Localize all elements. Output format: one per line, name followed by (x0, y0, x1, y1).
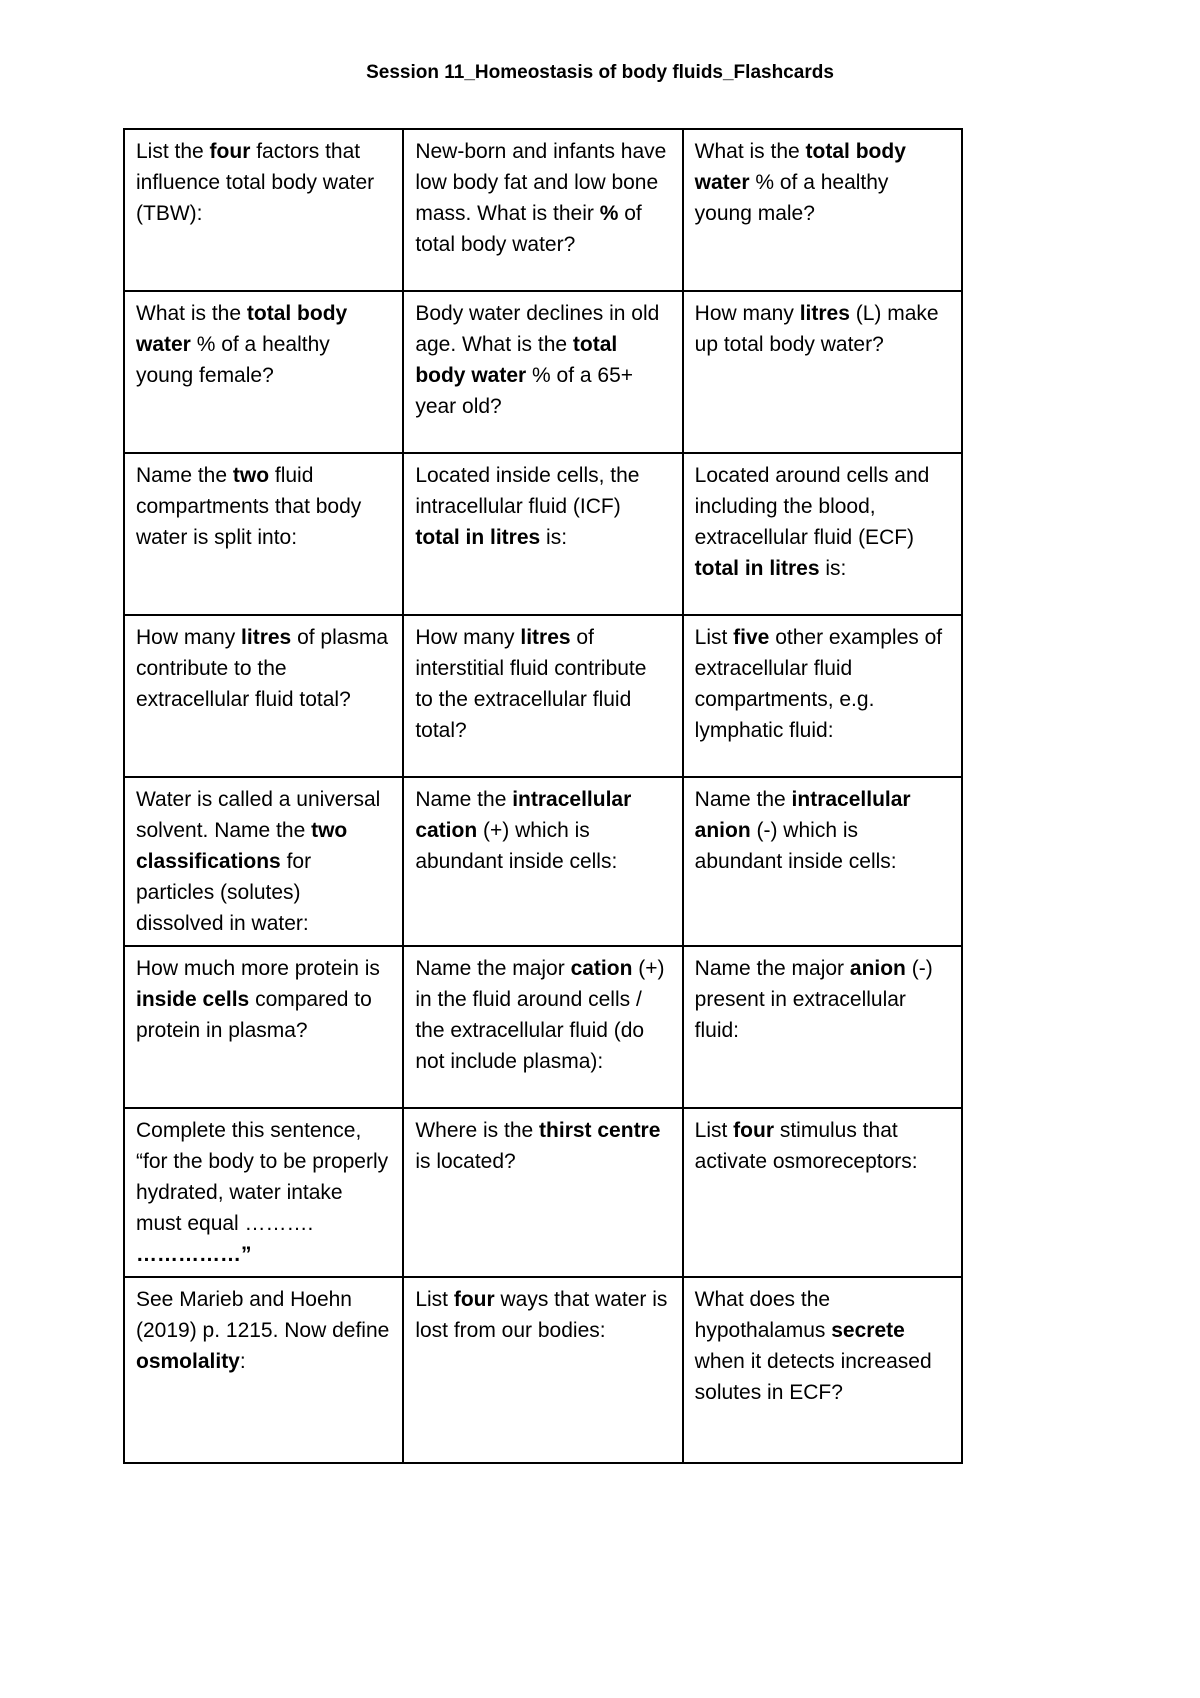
text-run: of plasma contribute to the extracellular fluid total? (136, 626, 389, 711)
text-run: How many (694, 302, 800, 325)
flashcards-table-body (124, 129, 962, 1463)
flashcard-cell (683, 129, 962, 291)
text-run: ……………” (136, 1243, 252, 1266)
text-run: Name the (136, 464, 233, 487)
text-run: Located inside cells, the intracellular fluid (ICF) (415, 464, 640, 518)
text-run: total in litres (415, 526, 541, 549)
flashcard-cell (683, 1277, 962, 1463)
text-run: is: (540, 526, 568, 549)
flashcard-cell (124, 1277, 403, 1463)
text-run: What is the (694, 140, 806, 163)
text-run: % of a healthy young male? (694, 171, 889, 225)
table-row (124, 453, 962, 615)
text-run: Name the (694, 788, 792, 811)
flashcard-cell (124, 453, 403, 615)
text-run: Where is the (415, 1119, 540, 1142)
text-run: of total body water? (415, 202, 642, 256)
text-run: % (599, 202, 619, 225)
text-run: intracellular anion (694, 788, 911, 842)
text-run: total body water (694, 140, 906, 194)
flashcards-table (123, 128, 963, 1464)
text-run: is located? (415, 1150, 516, 1173)
text-run: litres (520, 626, 571, 649)
text-run: List the (136, 140, 210, 163)
text-run: four (209, 140, 251, 163)
text-run: Complete this sentence, “for the body to be properly hydrated, water intake must equal ………. (136, 1119, 389, 1235)
text-run: New-born and infants have low body fat and low bone mass. What is their (415, 140, 667, 225)
text-run: fluid compartments that body water is split into: (136, 464, 362, 549)
flashcard-cell (683, 777, 962, 946)
text-run: stimulus that activate osmoreceptors: (694, 1119, 918, 1173)
flashcard-cell (403, 291, 682, 453)
text-run: Located around cells and including the blood, extracellular fluid (ECF) (694, 464, 930, 549)
text-run: (+) in the fluid around cells / the extracellular fluid (do not include plasma): (415, 957, 665, 1073)
table-row (124, 129, 962, 291)
text-run: Name the major (694, 957, 850, 980)
text-run: when it detects increased solutes in ECF? (694, 1350, 932, 1404)
text-run: two (232, 464, 270, 487)
text-run: osmolality (136, 1350, 240, 1373)
flashcard-cell (683, 291, 962, 453)
text-run: (L) make up total body water? (694, 302, 939, 356)
flashcard-cell (124, 615, 403, 777)
text-run: is: (819, 557, 847, 580)
text-run: % of a 65+ year old? (415, 364, 634, 418)
table-row (124, 1108, 962, 1277)
text-run: factors that influence total body water (TBW): (136, 140, 375, 225)
flashcard-cell (683, 615, 962, 777)
flashcard-cell (124, 946, 403, 1108)
text-run: Body water declines in old age. What is the (415, 302, 660, 356)
text-run: intracellular cation (415, 788, 632, 842)
text-run: cation (570, 957, 633, 980)
text-run: total body water (415, 333, 618, 387)
text-run: anion (849, 957, 906, 980)
flashcard-cell (124, 777, 403, 946)
table-row (124, 777, 962, 946)
table-row (124, 615, 962, 777)
flashcard-cell (403, 1277, 682, 1463)
text-run: five (733, 626, 770, 649)
text-run: (-) present in extracellular fluid: (694, 957, 933, 1042)
text-run: ways that water is lost from our bodies: (415, 1288, 668, 1342)
text-run: two classifications (136, 819, 348, 873)
flashcard-cell (403, 777, 682, 946)
text-run: What does the hypothalamus (694, 1288, 832, 1342)
table-row (124, 1277, 962, 1463)
flashcard-cell (683, 946, 962, 1108)
text-run: of interstitial fluid contribute to the extracellular fluid total? (415, 626, 647, 742)
flashcard-cell (124, 129, 403, 291)
text-run: How many (136, 626, 242, 649)
flashcard-cell (403, 946, 682, 1108)
text-run: See Marieb and Hoehn (2019) p. 1215. Now define (136, 1288, 390, 1342)
flashcard-cell (403, 1108, 682, 1277)
flashcard-cell (403, 129, 682, 291)
text-run: compared to protein in plasma? (136, 988, 372, 1042)
text-run: (+) which is abundant inside cells: (415, 819, 618, 873)
flashcard-cell (403, 453, 682, 615)
text-run: total in litres (694, 557, 820, 580)
text-run: four (733, 1119, 774, 1142)
text-run: four (453, 1288, 495, 1311)
flashcard-cell (124, 291, 403, 453)
text-run: Name the (415, 788, 513, 811)
text-run: What is the (136, 302, 247, 325)
text-run: litres (241, 626, 292, 649)
text-run: List (694, 1119, 734, 1142)
text-run: How many (415, 626, 521, 649)
text-run: for particles (solutes) dissolved in water: (136, 850, 312, 935)
text-run: (-) which is abundant inside cells: (694, 819, 897, 873)
text-run: How much more protein is (136, 957, 380, 980)
text-run: List (415, 1288, 454, 1311)
flashcard-cell (683, 453, 962, 615)
text-run: secrete (831, 1319, 905, 1342)
text-run: other examples of extracellular fluid compartments, e.g. lymphatic fluid: (694, 626, 943, 742)
text-run: litres (799, 302, 850, 325)
text-run: thirst centre (539, 1119, 661, 1142)
flashcard-cell (403, 615, 682, 777)
text-run: inside cells (136, 988, 250, 1011)
text-run: total body water (136, 302, 348, 356)
flashcard-cell (124, 1108, 403, 1277)
text-run: Name the major (415, 957, 571, 980)
text-run: Water is called a universal solvent. Name the (136, 788, 381, 842)
document-title: Session 11_Homeostasis of body fluids_Flashcards (366, 62, 834, 83)
text-run: : (239, 1350, 246, 1373)
text-run: % of a healthy young female? (136, 333, 330, 387)
text-run: List (694, 626, 734, 649)
table-row (124, 946, 962, 1108)
flashcard-cell (683, 1108, 962, 1277)
table-row (124, 291, 962, 453)
